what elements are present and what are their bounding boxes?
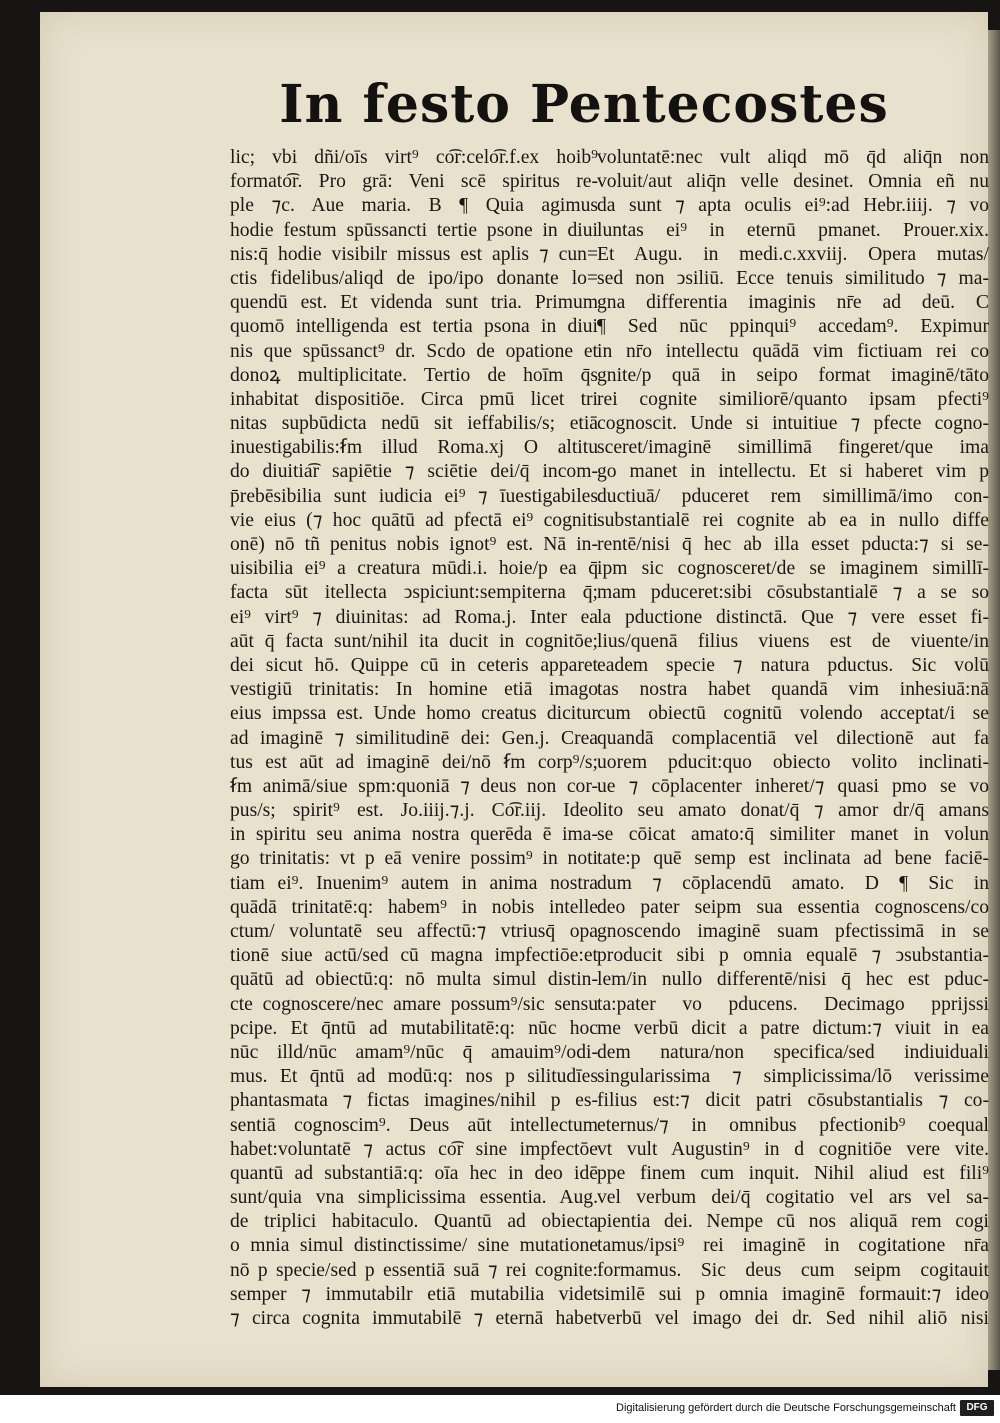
text-line: quantū ad substantiā:q: oīa hec in deo idē	[230, 1162, 598, 1184]
text-line: me verbū dicit a patre dictum:⁊ viuit in ea	[597, 1017, 989, 1039]
text-line: sunt/quia vna simplicissima essentia. Aug.	[230, 1187, 598, 1209]
text-line: dum ⁊ cōplacendū amato. D ¶ Sic in	[597, 872, 989, 894]
text-line: mam pduceret:sibi cōsubstantialē ⁊ a se so	[597, 582, 989, 604]
text-line: uorem pducit:quo obiecto volito inclinati-	[597, 751, 989, 773]
text-line: cum obiectū cognitū volendo acceptat/i se	[597, 703, 989, 725]
text-line: eius impssa est. Unde homo creatus dicitur	[230, 703, 598, 725]
text-line: sed non ↄsiliū. Ecce tenuis similitudo ⁊ ma-	[597, 267, 989, 289]
text-line: ad imaginē ⁊ similitudinē dei: Gen.j. Crea	[230, 727, 598, 749]
text-line: se cōicat amato:q̄ similiter manet in volun	[597, 824, 989, 846]
text-line: lic; vbi dñi/oīs virt⁹ co͡r:celo͡r.f.ex hoib⁹	[230, 147, 598, 168]
text-line: pus/s; spirit⁹ est. Jo.iiij.⁊.j. Co͡r.iij. Ideo	[230, 800, 598, 822]
text-line: formamus. Sic deus cum seipm cogitauit	[597, 1259, 989, 1281]
text-line: lem/in nullo differentē/nisi q̄ hec est pduc-	[597, 969, 989, 991]
text-line: cognoscit. Unde si intuitiue ⁊ pfecte cogno-	[597, 413, 989, 435]
text-line: de triplici habitaculo. Quantū ad obiecta	[230, 1211, 598, 1233]
text-line: substantialē rei cognite ab ea in nullo diffe	[597, 509, 989, 531]
text-line: tas nostra habet quandā vim inhesiuā:nā	[597, 679, 989, 701]
text-line: ple ⁊c. Aue maria. B ¶ Quia agimus	[230, 195, 598, 217]
text-line: mus. Et q̄ntū ad modū:q: nos p silitudīes	[230, 1066, 598, 1088]
text-line: quandā complacentiā vel dilectionē aut fa	[597, 727, 989, 749]
book-page	[40, 12, 988, 1387]
text-line: ductiuā/ pduceret rem simillimā/imo con-	[597, 485, 989, 507]
text-line: quendū est. Et videnda sunt tria. Primum	[230, 292, 598, 314]
text-line: quomō intelligenda est tertia psona in diui	[230, 316, 598, 338]
text-line: sceret/imaginē simillimā fingeret/que ima	[597, 437, 989, 459]
text-line: deo pater seipm sua essentia cognoscens/co	[597, 896, 989, 918]
text-line: nitas supbūdicta nedū sit ieffabilis/s; etiā	[230, 413, 598, 435]
text-line: tus est aūt ad imaginē dei/nō ẜm corp⁹/s;	[230, 751, 598, 773]
text-line: go trinitatis: vt p eā venire possim⁹ in noti	[230, 848, 598, 870]
text-line: lius/quenā filius viuens est de viuente/in	[597, 630, 989, 652]
text-line: ctis fidelibus/aliqd de ipo/ipo donante lo=	[230, 267, 598, 289]
page-header	[40, 74, 988, 146]
text-line: cte cognoscere/nec amare possum⁹/sic sensu	[230, 993, 598, 1015]
text-line: ⁊ circa cognita immutabilē ⁊ eternā habet	[230, 1308, 598, 1329]
text-line: producit sibi p omnia equalē ⁊ ↄsubstantia-	[597, 945, 989, 967]
digitization-footer	[0, 1395, 1000, 1423]
text-line: lito seu amato donat/q̄ ⁊ amor dr/q̄ amans	[597, 800, 989, 822]
text-line: vt vult Augustin⁹ in d cognitiōe vere vite.	[597, 1138, 989, 1160]
text-line: nis:q̄ hodie visibilr missus est aplis ⁊ cun=	[230, 243, 598, 265]
right-text-column	[597, 146, 989, 1331]
text-line: donoꝝ multiplicitate. Tertio de hoīm q̄s	[230, 364, 598, 386]
dfg-logo: DFG	[960, 1400, 994, 1416]
text-line: go manet in intellectu. Et si haberet vim p	[597, 461, 989, 483]
text-line: formato͡r. Pro grā: Veni scē spiritus re-	[230, 171, 598, 193]
text-line: dei sicut hō. Quippe cū in ceteris apparet	[230, 654, 598, 676]
text-line: ctum/ voluntatē seu affectū:⁊ vtriusq̄ opa	[230, 921, 598, 942]
text-line: gna differentia imaginis nr̄e ad deū. C	[597, 292, 989, 314]
text-line: pientia dei. Nempe cū nos aliquā rem cogi	[597, 1211, 989, 1233]
text-line: voluit/aut aliq̄n velle desinet. Omnia eñ nu	[597, 171, 989, 193]
text-line: tamus/ipsi⁹ rei imaginē in cogitatione nr̄a	[597, 1235, 989, 1257]
text-line: singularissima ⁊ simplicissima/lō verissime	[597, 1066, 989, 1088]
text-line: ipm sic cognosceret/de se imaginem simillī-	[597, 558, 989, 580]
text-line: p̄rebēsibilia sunt iudicia ei⁹ ⁊ īuestigabiles	[230, 485, 598, 507]
footer-credit: Digitalisierung gefördert durch die Deutsche Forschungsgemeinschaft	[616, 1402, 956, 1414]
text-line: vie eius (⁊ hoc quātū ad pfectā ei⁹ cogniti	[230, 509, 598, 531]
text-line: dem natura/non specifica/sed indiuiduali	[597, 1041, 989, 1063]
text-line: vestigiū trinitatis: In homine etiā imago	[230, 679, 598, 701]
text-line: sentiā cognoscim⁹. Deus aūt intellectum	[230, 1114, 598, 1136]
text-line: quādā trinitatē:q: habem⁹ in nobis intelle	[230, 896, 598, 918]
text-line: eternus/⁊ in omnibus pfectionib⁹ coequal	[597, 1114, 989, 1136]
page-edge	[988, 30, 1000, 1370]
text-line: inuestigabilis:ẜm illud Roma.xj O altitu	[230, 437, 598, 459]
text-line: o mnia simul distinctissime/ sine mutatione	[230, 1235, 598, 1257]
text-line: onē) nō tñ penitus nobis ignot⁹ est. Nā in-	[230, 534, 598, 555]
text-line: semper ⁊ immutabilr etiā mutabilia videt	[230, 1283, 598, 1305]
text-line: filius est:⁊ dicit patri cōsubstantialis ⁊ co-	[597, 1090, 989, 1112]
text-line: tionē siue actū/sed cū magna impfectiōe:et	[230, 945, 598, 967]
text-line: nō p specie/sed p essentiā suā ⁊ rei cognite:	[230, 1259, 598, 1281]
text-line: hodie festum spūssancti tertie psone in diui	[230, 219, 598, 241]
text-line: uisibilia ei⁹ a creatura mūdi.i. hoie/p ea q̄	[230, 558, 598, 580]
text-line: pcipe. Et q̄ntū ad mutabilitatē:q: nūc hoc	[230, 1017, 598, 1039]
text-line: la pductione distinctā. Que ⁊ vere esset fi-	[597, 606, 989, 628]
text-line: in nr̄o intellectu quādā vim fictiuam rei co	[597, 340, 989, 362]
running-title: In festo Pentecostes	[279, 74, 889, 135]
text-line: gnite/p quā in seipo format imaginē/tāto	[597, 364, 989, 386]
text-line: da sunt ⁊ apta oculis ei⁹:ad Hebr.iiij. ⁊ vo	[597, 195, 989, 217]
text-line: luntas ei⁹ in eternū pmanet. Prouer.xix.	[597, 219, 989, 241]
text-line: voluntatē:nec vult aliqd mō q̄d aliq̄n non	[597, 147, 989, 168]
text-line: inhabitat dispositiōe. Circa pmū licet tri	[230, 388, 598, 410]
text-line: quātū ad obiectū:q: nō multa simul distin-	[230, 969, 598, 991]
text-line: Et Augu. in medi.c.xxviij. Opera mutas/	[597, 243, 989, 265]
text-line: nis que spūssanct⁹ dr. Scdo de opatione et	[230, 340, 598, 362]
text-line: do diuitia͡r sapiētie ⁊ sciētie dei/q̄ incom-	[230, 461, 598, 483]
text-line: ẜm animā/siue spm:quoniā ⁊ deus non cor-	[230, 775, 598, 797]
text-line: tiam ei⁹. Inuenim⁹ autem in anima nostra	[230, 872, 598, 894]
text-line: facta sūt itellecta ↄspiciunt:sempiterna q̄;	[230, 582, 598, 604]
text-line: verbū vel imago dei dr. Sed nihil aliō nisi	[597, 1308, 989, 1329]
text-line: phantasmata ⁊ fictas imagines/nihil p es-	[230, 1090, 598, 1112]
text-line: ue ⁊ cōplacenter inheret/⁊ quasi pmo se vo	[597, 775, 989, 797]
text-line: ei⁹ virt⁹ ⁊ diuinitas: ad Roma.j. Inter ea	[230, 606, 598, 628]
text-line: tate:p quē semp est inclinata ad bene faciē-	[597, 848, 989, 870]
text-line: rei cognite similiorē/quanto ipsam pfecti⁹	[597, 388, 989, 410]
text-line: habet:voluntatē ⁊ actus co͡r sine impfectōe	[230, 1138, 598, 1160]
text-line: ¶ Sed nūc ppinqui⁹ accedam⁹. Expimur	[597, 316, 989, 338]
text-line: nūc illd/nūc amam⁹/nūc q̄ amauim⁹/odi-	[230, 1041, 598, 1063]
text-line: ppe finem cum inquit. Nihil aliud est fili⁹	[597, 1162, 989, 1184]
text-line: vel verbum dei/q̄ cogitatio vel ars vel sa-	[597, 1187, 989, 1209]
left-text-column	[230, 146, 598, 1331]
text-line: aūt q̄ facta sunt/nihil ita ducit in cognitōe;	[230, 630, 598, 652]
text-line: rentē/nisi q̄ hec ab illa esset pducta:⁊ si se-	[597, 534, 989, 555]
text-line: ta:pater vo pducens. Decimago pprijssi	[597, 993, 989, 1015]
text-line: similē sui p omnia imaginē formauit:⁊ ideo	[597, 1283, 989, 1305]
text-line: eadem specie ⁊ natura pductus. Sic volū	[597, 654, 989, 676]
text-line: in spiritu seu anima nostra querēda ē ima-	[230, 824, 598, 846]
text-line: gnoscendo imaginē suam pfectissimā in se	[597, 921, 989, 942]
